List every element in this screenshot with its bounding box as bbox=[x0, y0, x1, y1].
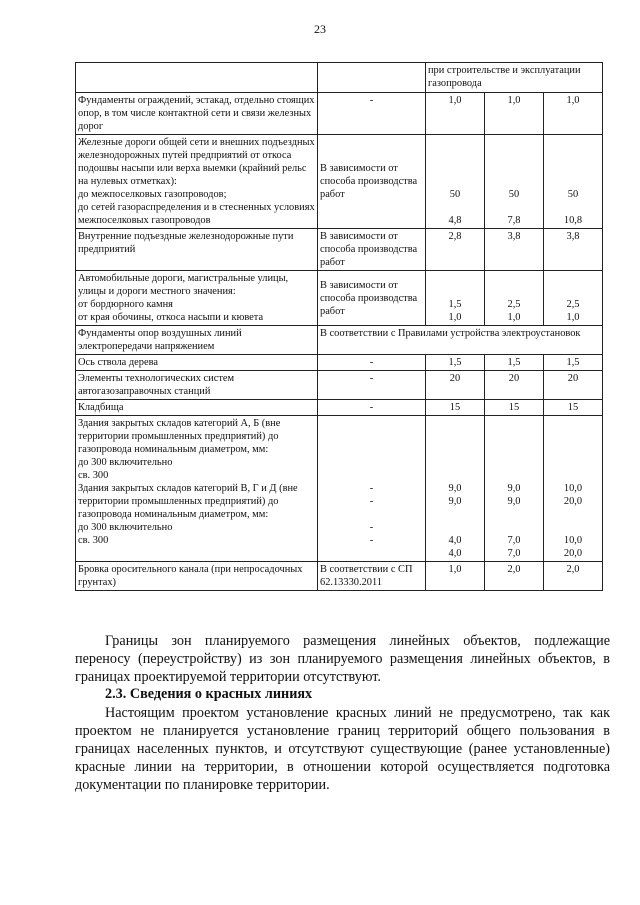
row-label: Элементы технологических систем автогазозаправочных станций bbox=[76, 371, 318, 400]
distance-norms-table bbox=[75, 62, 603, 591]
row-label: Внутренние подъездные железнодорожные пути предприятий bbox=[76, 229, 318, 271]
row-value: 1,5 bbox=[426, 355, 485, 371]
table-row bbox=[76, 400, 603, 416]
row-value: 1,5 bbox=[544, 355, 603, 371]
row-value: 3,8 bbox=[544, 229, 603, 271]
row-value: 1,0 bbox=[426, 93, 485, 135]
row-value: 3,8 bbox=[485, 229, 544, 271]
table-header-empty-cell bbox=[318, 63, 426, 93]
row-note: - bbox=[318, 93, 426, 135]
row-value: 1,5 bbox=[485, 355, 544, 371]
row-label: Фундаменты опор воздушных линий электропередачи напряжением bbox=[76, 326, 318, 355]
row-label: Автомобильные дороги, магистральные улицы, улицы и дороги местного значения: от бордюрного камня от края обочины, откоса насыпи и кювета bbox=[76, 271, 318, 326]
row-note: В зависимости от способа производства работ bbox=[318, 271, 426, 326]
row-value: 2,5 1,0 bbox=[544, 271, 603, 326]
row-note: - - - - bbox=[318, 416, 426, 562]
row-value: 20 bbox=[485, 371, 544, 400]
table-row bbox=[76, 271, 603, 326]
table-row bbox=[76, 355, 603, 371]
row-value: 9,0 9,0 4,0 4,0 bbox=[426, 416, 485, 562]
table-row bbox=[76, 326, 603, 355]
row-value: 2,0 bbox=[544, 562, 603, 591]
row-span-note: В соответствии с Правилами устройства электроустановок bbox=[318, 326, 603, 355]
table-header-cell: при строительстве и эксплуатации газопровода bbox=[426, 63, 603, 93]
paragraph-linear-objects: Границы зон планируемого размещения линейных объектов, подлежащие переносу (переустройству) из зон планируемого размещения линейных объектов, в границах проектируемой территории отсутствуют. bbox=[75, 633, 610, 685]
table-row bbox=[76, 135, 603, 229]
table-row bbox=[76, 416, 603, 562]
row-value: 50 4,8 bbox=[426, 135, 485, 229]
row-value: 2,0 bbox=[485, 562, 544, 591]
row-label: Ось ствола дерева bbox=[76, 355, 318, 371]
page-number: 23 bbox=[314, 22, 326, 36]
table-header-row bbox=[76, 63, 603, 93]
table-header-empty-cell bbox=[76, 63, 318, 93]
row-value: 1,0 bbox=[485, 93, 544, 135]
row-value: 50 10,8 bbox=[544, 135, 603, 229]
row-label: Кладбища bbox=[76, 400, 318, 416]
row-value: 15 bbox=[485, 400, 544, 416]
row-note: В зависимости от способа производства работ bbox=[318, 229, 426, 271]
row-value: 2,5 1,0 bbox=[485, 271, 544, 326]
row-value: 1,0 bbox=[544, 93, 603, 135]
row-value: 15 bbox=[544, 400, 603, 416]
table-row bbox=[76, 371, 603, 400]
row-value: 15 bbox=[426, 400, 485, 416]
row-value: 1,0 bbox=[426, 562, 485, 591]
row-note: - bbox=[318, 400, 426, 416]
row-label: Железные дороги общей сети и внешних подъездных железнодорожных путей предприятий от откоса подошвы насыпи или верха выемки (крайний рельс на нулевых отметках): до межпоселковых газопроводов; до сетей газораспределения и в стесненных условиях межпоселковых газопроводов bbox=[76, 135, 318, 229]
row-note: В зависимости от способа производства работ bbox=[318, 135, 426, 229]
row-value: 9,0 9,0 7,0 7,0 bbox=[485, 416, 544, 562]
row-value: 10,0 20,0 10,0 20,0 bbox=[544, 416, 603, 562]
row-label: Фундаменты ограждений, эстакад, отдельно стоящих опор, в том числе контактной сети и связи железных дорог bbox=[76, 93, 318, 135]
row-value: 2,8 bbox=[426, 229, 485, 271]
row-value: 50 7,8 bbox=[485, 135, 544, 229]
row-note: - bbox=[318, 355, 426, 371]
row-value: 20 bbox=[426, 371, 485, 400]
row-label: Здания закрытых складов категорий А, Б (вне территории промышленных предприятий) до газопровода номинальным диаметром, мм: до 300 включительно св. 300 Здания закрытых складов категорий В, Г и Д (вне территории промышленных предприятий) до газопровода номинальным диаметром, мм: до 300 включительно св. 300 bbox=[76, 416, 318, 562]
table-row bbox=[76, 562, 603, 591]
row-value: 1,5 1,0 bbox=[426, 271, 485, 326]
table-row bbox=[76, 93, 603, 135]
paragraph-red-lines: Настоящим проектом установление красных линий не предусмотрено, так как проектом не планируется установление границ территорий общего пользования в границах населенных пунктов, и отсутствуют существующие (ранее установленные) красные линии на территории, в отношении которой осуществляется подготовка документации по планировке территории. bbox=[75, 705, 610, 793]
row-value: 20 bbox=[544, 371, 603, 400]
row-note: В соответствии с СП 62.13330.2011 bbox=[318, 562, 426, 591]
section-heading: 2.3. Сведения о красных линиях bbox=[105, 686, 313, 702]
table-row bbox=[76, 229, 603, 271]
row-label: Бровка оросительного канала (при непросадочных грунтах) bbox=[76, 562, 318, 591]
row-note: - bbox=[318, 371, 426, 400]
